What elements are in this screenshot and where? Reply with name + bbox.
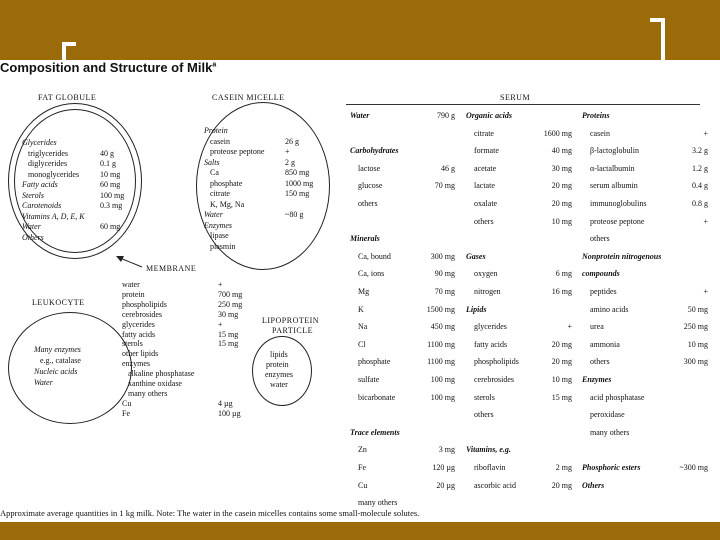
serum-item-value: 40 mg <box>551 146 572 156</box>
serum-item-name: Mg <box>358 287 370 296</box>
serum-item-value: 20 µg <box>436 480 455 490</box>
serum-item-name: urea <box>590 322 604 332</box>
serum-item-name: Cu <box>358 480 368 490</box>
casein-micelle-item-name: K, Mg, Na <box>210 199 245 209</box>
serum-item-value: 100 mg <box>430 375 455 384</box>
fat-globule-item-name: Carotenoids <box>22 201 62 210</box>
casein-micelle-item-value: 2 g <box>285 157 295 167</box>
casein-micelle-item-value: ~80 g <box>285 210 304 219</box>
fat-globule-heading: FAT GLOBULE <box>38 93 97 102</box>
serum-item-name: fatty acids <box>474 339 508 349</box>
casein-micelle-item-value: 150 mg <box>285 189 310 198</box>
serum-item-name: riboflavin <box>474 463 506 472</box>
serum-item-value: 1.2 g <box>692 163 708 173</box>
membrane-item-name: cerebrosides <box>122 309 162 319</box>
lipoprotein-item: enzymes <box>265 370 293 379</box>
footnote: Approximate average quantities in 1 kg milk. Note: The water in the casein micelles contains some small-molecule solutes. <box>0 508 420 518</box>
membrane-item-value: 30 mg <box>218 309 239 319</box>
serum-item-value: ~300 mg <box>679 463 708 472</box>
serum-item-name: lactose <box>358 163 381 173</box>
serum-item-value: 20 mg <box>551 339 572 349</box>
serum-item-value: 2 mg <box>555 463 572 472</box>
serum-item-name: Phosphoric esters <box>582 463 641 472</box>
serum-item-name: phospholipids <box>474 357 519 367</box>
serum-item-name: peptides <box>590 287 617 296</box>
fat-globule-item-name: triglycerides <box>28 148 68 158</box>
fat-globule-item-name: Vitamins A, D, E, K <box>22 211 85 221</box>
casein-micelle-item-value: 850 mg <box>285 168 310 177</box>
membrane-item-name: water <box>122 280 140 289</box>
casein-micelle-item-value: + <box>285 147 290 156</box>
membrane-item-value: 700 mg <box>218 289 243 299</box>
membrane-item-name: sterols <box>122 339 143 349</box>
serum-item-value: + <box>703 128 708 138</box>
fat-globule-item-value: 10 mg <box>100 169 121 179</box>
serum-item-name: Ca, ions <box>358 269 385 279</box>
casein-micelle-item-name: Enzymes <box>204 220 232 230</box>
casein-micelle-item-name: plasmin <box>210 241 236 251</box>
serum-item-name: many others <box>590 427 630 437</box>
serum-heading: SERUM <box>500 93 531 102</box>
serum-item-name: others <box>358 199 378 208</box>
membrane-item-name: Fe <box>122 408 130 418</box>
serum-item-value: 70 mg <box>434 287 455 296</box>
membrane-item-name: enzymes <box>122 359 150 369</box>
serum-item-name: acetate <box>474 163 497 173</box>
casein-micelle-item-value: 26 g <box>285 136 299 146</box>
fat-globule-item-name: Sterols <box>22 190 44 200</box>
lipoprotein-heading-line2: PARTICLE <box>272 326 314 335</box>
title-superscript: a <box>212 61 217 69</box>
membrane-item-name: protein <box>122 289 145 299</box>
fat-globule-item-value: 0.3 mg <box>100 201 123 210</box>
title-text: Composition and Structure of Milk <box>0 60 213 75</box>
membrane-item-value: 100 µg <box>218 408 241 418</box>
serum-item-name: casein <box>590 128 610 138</box>
serum-item-value: 250 mg <box>683 322 708 332</box>
membrane-item-name: alkaline phosphatase <box>128 369 195 379</box>
serum-item-value: 20 mg <box>551 181 572 191</box>
fat-globule-item-name: Water <box>22 222 41 231</box>
serum-item-name: ascorbic acid <box>474 480 516 490</box>
membrane-item-name: Cu <box>122 398 132 408</box>
serum-item-name: Carbohydrates <box>350 146 399 156</box>
casein-micelle-item-name: lipase <box>210 231 229 240</box>
serum-item-name: Others <box>582 480 605 490</box>
serum-item-name: Nonprotein nitrogenous <box>582 251 662 261</box>
casein-micelle-item-name: casein <box>210 136 230 146</box>
serum-item-value: 120 µg <box>432 463 455 472</box>
serum-item-name: serum albumin <box>590 181 638 191</box>
membrane-item-value: 4 µg <box>218 398 233 408</box>
serum-item-name: cerebrosides <box>474 375 514 384</box>
serum-item-value: 100 mg <box>430 392 455 402</box>
membrane-item-value: + <box>218 280 223 289</box>
serum-item-name: citrate <box>474 128 494 138</box>
serum-item-name: Proteins <box>582 111 610 120</box>
serum-item-name: immunoglobulins <box>590 199 647 208</box>
serum-item-value: 20 mg <box>551 480 572 490</box>
fat-globule-item-value: 60 mg <box>100 222 121 231</box>
serum-item-value: 90 mg <box>434 269 455 279</box>
serum-item-name: proteose peptone <box>590 216 645 226</box>
serum-item-name: K <box>358 304 364 314</box>
serum-item-name: Lipids <box>466 304 487 314</box>
membrane-item-value: 15 mg <box>218 339 239 349</box>
serum-item-name: lactate <box>474 181 495 191</box>
serum-item-value: 0.4 g <box>692 181 708 191</box>
serum-item-name: Water <box>350 111 370 120</box>
fat-globule-item-name: Fatty acids <box>22 180 58 189</box>
serum-item-value: 3 mg <box>438 445 455 455</box>
membrane-item-name: other lipids <box>122 349 159 359</box>
leukocyte-item: Many enzymes <box>34 345 81 354</box>
serum-item-value: 10 mg <box>687 339 708 349</box>
serum-item-name: Vitamins, e.g. <box>466 445 511 455</box>
serum-item-name: sterols <box>474 392 495 402</box>
membrane-item-name: phospholipids <box>122 299 167 309</box>
serum-item-name: sulfate <box>358 375 380 384</box>
casein-micelle-item-name: phosphate <box>210 178 243 188</box>
serum-item-name: β-lactoglobulin <box>590 146 639 156</box>
serum-item-value: + <box>567 322 572 332</box>
leukocyte-item: e.g., catalase <box>40 356 81 365</box>
serum-item-name: bicarbonate <box>358 392 396 402</box>
serum-item-value: + <box>703 216 708 226</box>
serum-item-name: others <box>474 410 494 420</box>
membrane-item-name: many others <box>128 388 168 398</box>
serum-item-name: Zn <box>358 445 367 455</box>
serum-item-name: Na <box>358 322 368 332</box>
serum-item-value: + <box>703 287 708 296</box>
serum-item-name: glucose <box>358 181 383 191</box>
serum-item-value: 450 mg <box>430 322 455 332</box>
serum-item-name: amino acids <box>590 304 629 314</box>
lipoprotein-heading-line1: LIPOPROTEIN <box>262 316 320 325</box>
serum-item-name: Gases <box>466 251 486 261</box>
serum-item-value: 1100 mg <box>427 339 455 349</box>
serum-item-name: Enzymes <box>582 375 612 384</box>
casein-micelle-item-name: Salts <box>204 157 220 167</box>
fat-globule-item-value: 0.1 g <box>100 159 116 168</box>
serum-item-value: 300 mg <box>430 251 455 261</box>
serum-item-name: nitrogen <box>474 287 501 296</box>
serum-item-value: 10 mg <box>551 375 572 384</box>
serum-item-name: oxygen <box>474 269 498 279</box>
fat-globule-item-name: Glycerides <box>22 138 57 147</box>
serum-item-name: others <box>590 234 610 244</box>
serum-item-name: peroxidase <box>590 410 625 420</box>
serum-item-value: 70 mg <box>434 181 455 191</box>
serum-item-name: others <box>474 216 494 226</box>
membrane-heading: MEMBRANE <box>146 264 197 273</box>
serum-item-name: Fe <box>358 463 366 472</box>
serum-item-value: 16 mg <box>551 287 572 296</box>
serum-item-value: 0.8 g <box>692 199 708 208</box>
membrane-item-value: 250 mg <box>218 299 243 309</box>
serum-item-name: compounds <box>582 269 620 279</box>
lipoprotein-item: lipids <box>270 350 288 359</box>
casein-micelle-item-name: Ca <box>210 168 219 177</box>
serum-item-name: acid phosphatase <box>590 392 645 402</box>
serum-item-name: oxalate <box>474 199 498 208</box>
serum-item-name: formate <box>474 146 499 156</box>
serum-item-name: Trace elements <box>350 427 400 437</box>
membrane-item-value: + <box>218 319 223 329</box>
leukocyte-item: Nucleic acids <box>34 367 78 376</box>
serum-item-value: 10 mg <box>551 216 572 226</box>
serum-item-name: α-lactalbumin <box>590 163 635 173</box>
serum-item-value: 6 mg <box>555 269 572 279</box>
lipoprotein-item: protein <box>266 360 289 369</box>
serum-item-name: ammonia <box>590 339 620 349</box>
fat-globule-item-value: 60 mg <box>100 180 121 189</box>
serum-item-value: 30 mg <box>551 163 572 173</box>
serum-item-name: many others <box>358 498 398 508</box>
serum-item-name: phosphate <box>358 357 391 367</box>
serum-item-value: 1100 mg <box>427 357 455 367</box>
casein-micelle-item-name: citrate <box>210 189 230 198</box>
fat-globule-item-name: Others <box>22 232 44 242</box>
serum-item-value: 20 mg <box>551 199 572 208</box>
serum-item-name: glycerides <box>474 322 507 332</box>
fat-globule-item-value: 100 mg <box>100 190 125 200</box>
serum-item-name: Organic acids <box>466 111 512 120</box>
casein-micelle-item-value: 1000 mg <box>285 178 314 188</box>
fat-globule-item-value: 40 g <box>100 148 114 158</box>
membrane-item-name: glycerides <box>122 319 155 329</box>
leukocyte-item: Water <box>34 378 53 387</box>
serum-item-value: 3.2 g <box>692 146 708 156</box>
casein-micelle-item-name: Protein <box>204 126 228 135</box>
casein-micelle-item-name: proteose peptone <box>210 147 265 156</box>
serum-item-name: Minerals <box>350 234 380 244</box>
lipoprotein-item: water <box>270 380 288 389</box>
serum-item-value: 1600 mg <box>543 128 572 138</box>
casein-micelle-heading: CASEIN MICELLE <box>212 93 285 102</box>
fat-globule-item-name: diglycerides <box>28 159 68 168</box>
serum-item-value: 15 mg <box>551 392 572 402</box>
serum-item-name: others <box>590 357 610 367</box>
membrane-item-value: 15 mg <box>218 329 239 339</box>
serum-item-value: 20 mg <box>551 357 572 367</box>
serum-item-name: Cl <box>358 339 366 349</box>
serum-item-name: Ca, bound <box>358 251 391 261</box>
serum-item-value: 50 mg <box>687 304 708 314</box>
serum-rule <box>346 104 700 105</box>
membrane-item-name: xanthine oxidase <box>128 379 182 388</box>
serum-item-value: 1500 mg <box>426 304 455 314</box>
serum-item-value: 46 g <box>441 163 455 173</box>
leukocyte-heading: LEUKOCYTE <box>32 298 85 307</box>
fat-globule-item-name: monoglycerides <box>28 169 80 179</box>
serum-item-value: 790 g <box>437 111 455 120</box>
serum-item-value: 300 mg <box>683 357 708 367</box>
casein-micelle-item-name: Water <box>204 210 223 219</box>
membrane-item-name: fatty acids <box>122 329 156 339</box>
